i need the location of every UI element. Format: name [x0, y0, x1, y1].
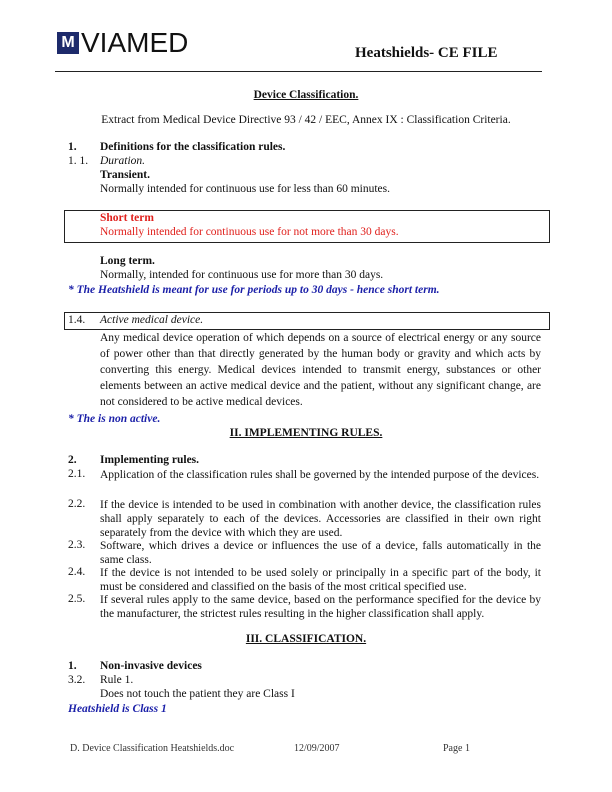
rule-text: Application of the classification rules shall be governed by the intended purpose of the devices. [100, 469, 540, 481]
page-title: Device Classification. [253, 89, 359, 101]
section-1-num: 1. [68, 141, 77, 153]
logo-text: VIAMED [81, 27, 189, 58]
short-term-text: Normally intended for continuous use for not more than 30 days. [100, 226, 399, 238]
rule-num: 2.1. [68, 468, 86, 480]
rule-text: If the device is not intended to be used solely or principally in a specific part of the body, it must be considered and classified on the basis of the most critical specified use. [100, 567, 541, 593]
transient-text: Normally intended for continuous use for less than 60 minutes. [100, 183, 391, 195]
section-3-2-title: Rule 1. [100, 674, 134, 686]
extract-line: Extract from Medical Device Directive 93 / 42 / EEC, Annex IX : Classification Criteria. [101, 114, 511, 126]
section-1-4-num: 1.4. [68, 314, 86, 326]
section-3-num: 1. [68, 660, 77, 672]
rule-text: Software, which drives a device or influences the use of a device, falls automatically in the same class. [100, 540, 541, 566]
section-2-title: Implementing rules. [100, 454, 200, 466]
section-1-4-title: Active medical device. [100, 314, 204, 326]
note-class: Heatshield is Class 1 [68, 703, 167, 715]
long-term-text: Normally, intended for continuous use for more than 30 days. [100, 269, 384, 281]
section-1-1-num: 1. 1. [68, 155, 89, 167]
section-1-1-title: Duration. [100, 155, 146, 167]
heading-classification: III. CLASSIFICATION. [245, 633, 367, 645]
rule-num: 2.3. [68, 539, 86, 551]
transient-title: Transient. [100, 169, 150, 181]
rule-1-text: Does not touch the patient they are Class I [100, 688, 295, 700]
section-1-title: Definitions for the classification rules. [100, 141, 286, 153]
note-non-active: * The is non active. [68, 413, 161, 425]
rule-num: 2.5. [68, 593, 86, 605]
footer-date: 12/09/2007 [294, 743, 340, 754]
long-term-title: Long term. [100, 255, 155, 267]
rule-num: 2.4. [68, 566, 86, 578]
short-term-title: Short term [100, 212, 154, 224]
footer-page: Page 1 [443, 743, 470, 754]
rule-text: If several rules apply to the same device, based on the performance specified for the device by the manufacturer, the strictest rules resulting in the higher classification shall apply. [100, 594, 541, 620]
section-3-2-num: 3.2. [68, 674, 86, 686]
section-3-title: Non-invasive devices [100, 660, 202, 672]
note-short-term: * The Heatshield is meant for use for periods up to 30 days - hence short term. [68, 284, 440, 296]
footer-filename: D. Device Classification Heatshields.doc [70, 743, 235, 754]
header-rule [55, 71, 542, 72]
header-title: Heatshields- CE FILE [355, 45, 498, 61]
rule-num: 2.2. [68, 498, 86, 510]
viamed-logo [57, 27, 189, 58]
heading-implementing-rules: II. IMPLEMENTING RULES. [229, 427, 383, 439]
section-2-num: 2. [68, 454, 77, 466]
active-device-definition: Any medical device operation of which depends on a source of electrical energy or any source of power other than that directly generated by the human body or gravity and which acts by converting this energy. Medical devices intended to transmit energy, substances or other elements between an active medical device and the patient, without any significant change, are not considered to be active medical devices. [100, 332, 541, 408]
rule-text: If the device is intended to be used in combination with another device, the classification rules shall apply separately to each of the devices. Accessories are classified in their own right separately from the device with which they are used. [100, 499, 541, 539]
logo-mark: M [57, 32, 79, 54]
